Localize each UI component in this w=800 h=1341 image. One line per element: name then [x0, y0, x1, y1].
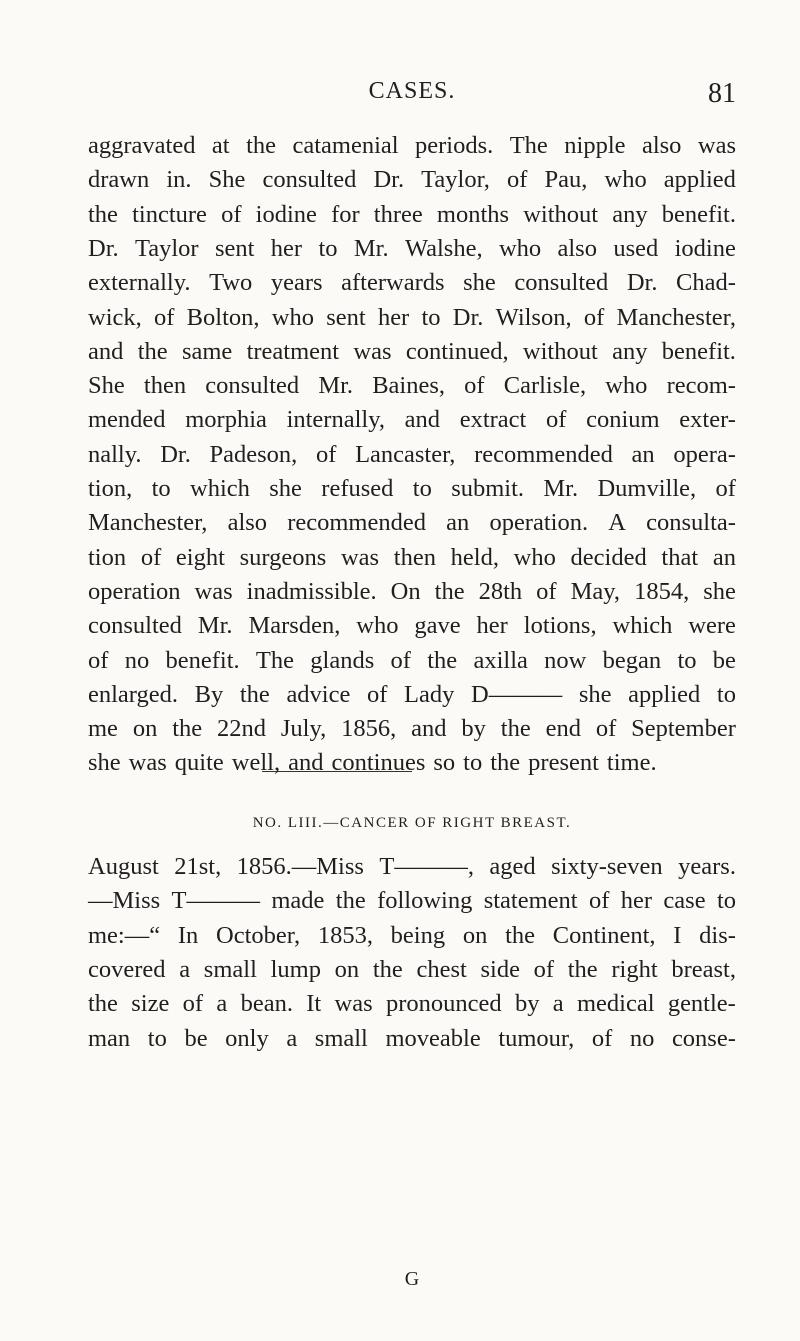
text-line: of no benefit. The glands of the axilla now began to be	[88, 646, 736, 674]
text-line: she was quite well, and continues so to the present time.	[88, 749, 657, 777]
text-line: externally. Two years afterwards she consulted Dr. Chad-	[88, 269, 736, 297]
text-line: August 21st, 1856.—Miss T———, aged sixty-seven years.	[88, 853, 736, 880]
text-line: mended morphia internally, and extract of conium exter-	[88, 406, 736, 434]
text-line: —Miss T——— made the following statement of her case to	[88, 887, 736, 915]
text-line: tion, to which she refused to submit. Mr. Dumville, of	[88, 475, 736, 502]
text-line: covered a small lump on the chest side of the right breast,	[88, 955, 736, 983]
text-line: aggravated at the catamenial periods. The nipple also was	[88, 132, 736, 159]
text-line: the tincture of iodine for three months without any benefit.	[88, 200, 736, 228]
section-divider	[262, 771, 412, 772]
text-line: and the same treatment was continued, without any benefit.	[88, 337, 736, 365]
running-header	[88, 78, 736, 112]
running-title: CASES.	[368, 78, 456, 104]
text-line: enlarged. By the advice of Lady D——— she applied to	[88, 680, 736, 708]
text-line: me on the 22nd July, 1856, and by the end of September	[88, 715, 736, 743]
text-line: the size of a bean. It was pronounced by a medical gentle-	[88, 990, 736, 1018]
text-line: She then consulted Mr. Baines, of Carlisle, who recom-	[88, 372, 736, 400]
text-line: nally. Dr. Padeson, of Lancaster, recommended an opera-	[88, 440, 736, 468]
text-line: operation was inadmissible. On the 28th of May, 1854, she	[88, 577, 736, 605]
text-line: man to be only a small moveable tumour, of no conse-	[88, 1024, 736, 1052]
section-title: NO. LIII.—CANCER OF RIGHT BREAST.	[252, 815, 572, 831]
text-line: consulted Mr. Marsden, who gave her lotions, which were	[88, 612, 736, 640]
text-line: tion of eight surgeons was then held, who decided that an	[88, 543, 736, 571]
text-line: wick, of Bolton, who sent her to Dr. Wilson, of Manchester,	[88, 303, 736, 331]
text-line: Manchester, also recommended an operation. A consulta-	[88, 509, 736, 537]
text-line: drawn in. She consulted Dr. Taylor, of Pau, who applied	[88, 166, 736, 194]
text-line: me:—“ In October, 1853, being on the Continent, I dis-	[88, 921, 736, 949]
page-number: 81	[708, 78, 736, 109]
text-line: Dr. Taylor sent her to Mr. Walshe, who also used iodine	[88, 234, 736, 262]
signature-mark: G	[404, 1268, 420, 1290]
